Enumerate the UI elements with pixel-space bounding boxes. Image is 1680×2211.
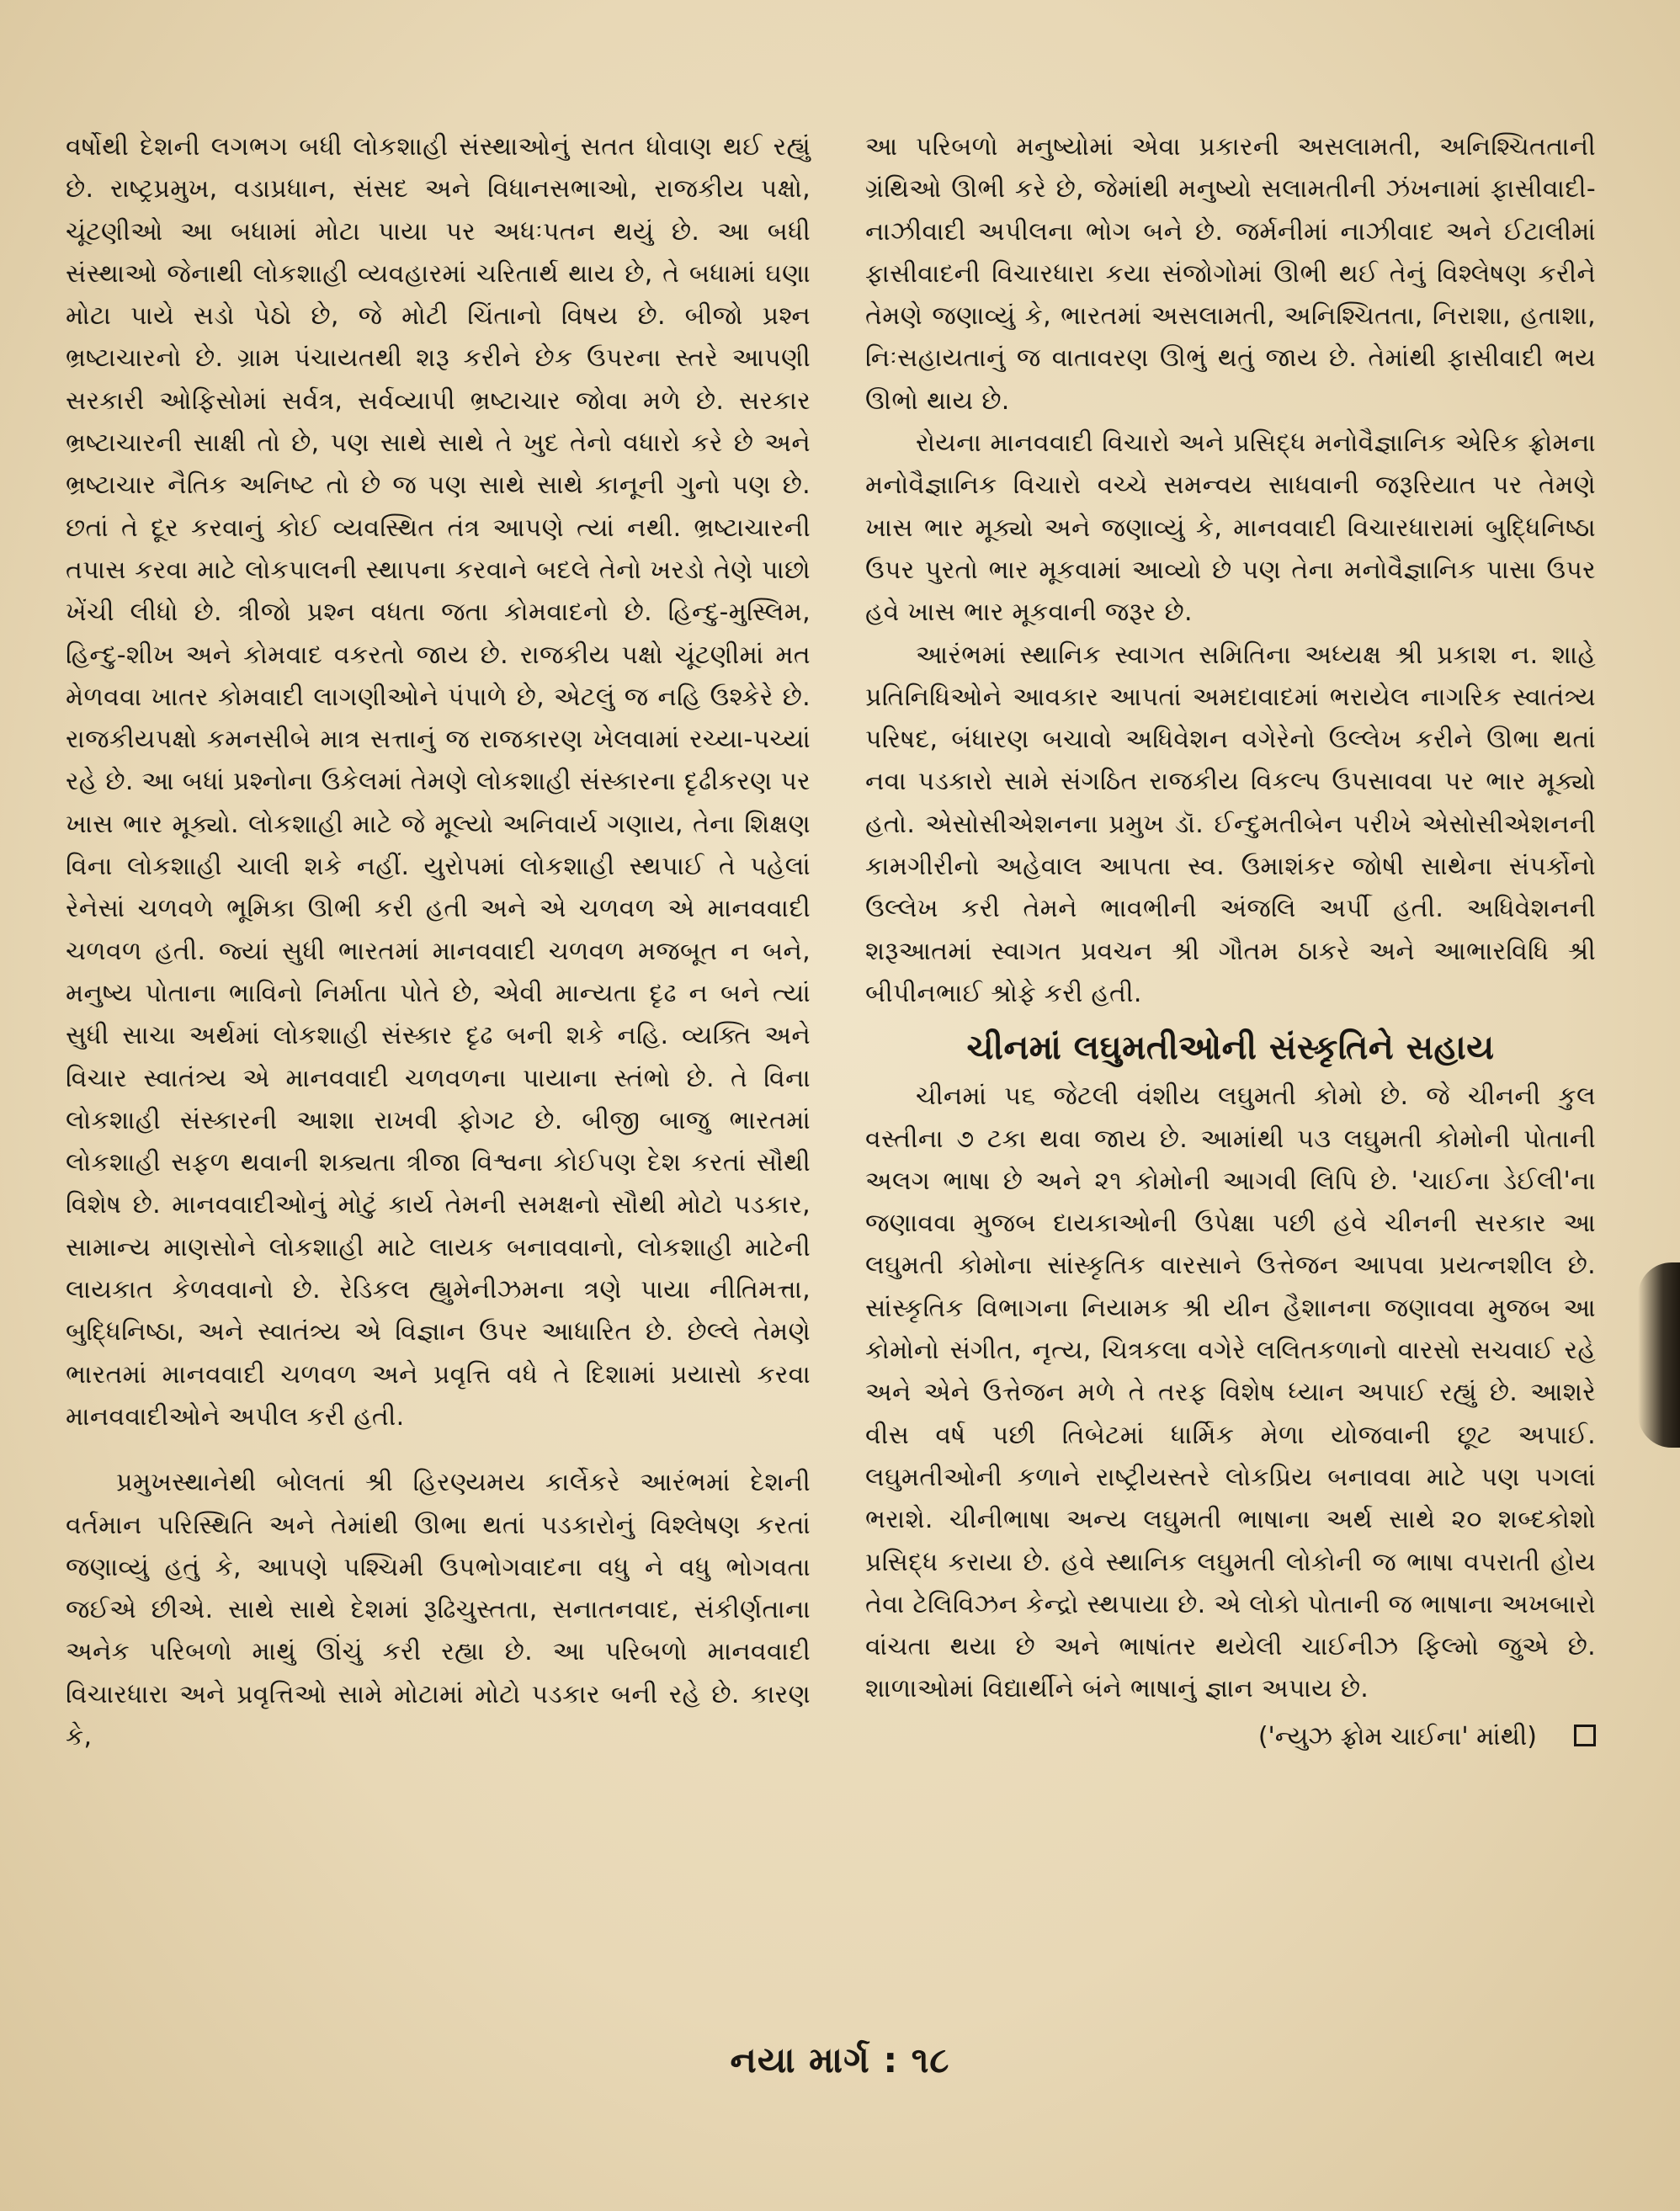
- right-paragraph-4: ચીનમાં ૫૬ જેટલી વંશીય લઘુમતી કોમો છે. જે ચીનની કુલ વસ્તીના ૭ ટકા થવા જાય છે. આમાંથી ૫૩ લઘુમતી કોમોની પોતાની અલગ ભાષા છે અને ૨૧ કોમોની આગવી લિપિ છે. 'ચાઈના ડેઈલી'ના જણાવવા મુજબ દાયકાઓની ઉપેક્ષા પછી હવે ચીનની સરકાર આ લઘુમતી કોમોના સાંસ્કૃતિક વારસાને ઉત્તેજન આપવા પ્રયત્નશીલ છે. સાંસ્કૃતિક વિભાગના નિયામક શ્રી યીન હૈશાનના જણાવવા મુજબ આ કોમોનો સંગીત, નૃત્ય, ચિત્રકલા વગેરે લલિતકળાનો વારસો સચવાઈ રહે અને એને ઉત્તેજન મળે તે તરફ વિશેષ ધ્યાન અપાઈ રહ્યું છે. આશરે વીસ વર્ષ પછી તિબેટમાં ધાર્મિક મેળા યોજવાની છૂટ અપાઈ. લઘુમતીઓની કળાને રાષ્ટ્રીયસ્તરે લોકપ્રિય બનાવવા માટે પણ પગલાં ભરાશે. ચીનીભાષા અન્ય લઘુમતી ભાષાના અર્થ સાથે ૨૦ શબ્દકોશો પ્રસિદ્ધ કરાયા છે. હવે સ્થાનિક લઘુમતી લોકોની જ ભાષા વપરાતી હોય તેવા ટેલિવિઝન કેન્દ્રો સ્થપાયા છે. એ લોકો પોતાની જ ભાષાના અખબારો વાંચતા થયા છે અને ભાષાંતર થયેલી ચાઈનીઝ ફિલ્મો જુએ છે. શાળાઓમાં વિદ્યાર્થીને બંને ભાષાનું જ્ઞાન અપાય છે.: [865, 1082, 1596, 1704]
- source-credit: [865, 1716, 1596, 1758]
- end-mark-icon: [1574, 1725, 1596, 1746]
- page-footer: નયા માર્ગ : ૧૮: [730, 2039, 950, 2081]
- source-credit-text: ('ન્યુઝ ફ્રોમ ચાઈના' માંથી): [1257, 1721, 1537, 1751]
- right-paragraph-3: આરંભમાં સ્થાનિક સ્વાગત સમિતિના અધ્યક્ષ શ્રી પ્રકાશ ન. શાહે પ્રતિનિધિઓને આવકાર આપતાં અમદાવાદમાં ભરાયેલ નાગરિક સ્વાતંત્ર્ય પરિષદ, બંધારણ બચાવો અધિવેશન વગેરેનો ઉલ્લેખ કરીને ઊભા થતાં નવા પડકારો સામે સંગઠિત રાજકીય વિકલ્પ ઉપસાવવા પર ભાર મૂક્યો હતો. એસોસીએશનના પ્રમુખ ડૉ. ઈન્દુમતીબેન પરીખે એસોસીએશનની કામગીરીનો અહેવાલ આપતા સ્વ. ઉમાશંકર જોષી સાથેના સંપર્કોનો ઉલ્લેખ કરી તેમને ભાવભીની અંજલિ અર્પી હતી. અધિવેશનની શરૂઆતમાં સ્વાગત પ્રવચન શ્રી ગૌતમ ઠાકરે અને આભારવિધિ શ્રી બીપીનભાઈ શ્રોફે કરી હતી.: [865, 640, 1596, 1008]
- right-paragraph-1: આ પરિબળો મનુષ્યોમાં એવા પ્રકારની અસલામતી, અનિશ્ચિતતાની ગ્રંથિઓ ઊભી કરે છે, જેમાંથી મનુષ્યો સલામતીની ઝંખનામાં ફાસીવાદી-નાઝીવાદી અપીલના ભોગ બને છે. જર્મનીમાં નાઝીવાદ અને ઈટાલીમાં ફાસીવાદની વિચારધારા કયા સંજોગોમાં ઊભી થઈ તેનું વિશ્લેષણ કરીને તેમણે જણાવ્યું કે, ભારતમાં અસલામતી, અનિશ્ચિતતા, નિરાશા, હતાશા, નિઃસહાયતાનું જ વાતાવરણ ઊભું થતું જાય છે. તેમાંથી ફાસીવાદી ભય ઊભો થાય છે.: [865, 132, 1596, 416]
- right-column: [865, 126, 1596, 1758]
- left-paragraph-1: વર્ષોથી દેશની લગભગ બધી લોકશાહી સંસ્થાઓનું સતત ધોવાણ થઈ રહ્યું છે. રાષ્ટ્રપ્રમુખ, વડાપ્રધાન, સંસદ અને વિધાનસભાઓ, રાજકીય પક્ષો, ચૂંટણીઓ આ બધામાં મોટા પાયા પર અધઃપતન થયું છે. આ બધી સંસ્થાઓ જેનાથી લોકશાહી વ્યવહારમાં ચરિતાર્થ થાય છે, તે બધામાં ઘણા મોટા પાયે સડો પેઠો છે, જે મોટી ચિંતાનો વિષય છે. બીજો પ્રશ્ન ભ્રષ્ટાચારનો છે. ગ્રામ પંચાયતથી શરૂ કરીને છેક ઉપરના સ્તરે આપણી સરકારી ઓફિસોમાં સર્વત્ર, સર્વવ્યાપી ભ્રષ્ટાચાર જોવા મળે છે. સરકાર ભ્રષ્ટાચારની સાક્ષી તો છે, પણ સાથે સાથે તે ખુદ તેનો વધારો કરે છે અને ભ્રષ્ટાચાર નૈતિક અનિષ્ટ તો છે જ પણ સાથે સાથે કાનૂની ગુનો પણ છે. છતાં તે દૂર કરવાનું કોઈ વ્યવસ્થિત તંત્ર આપણે ત્યાં નથી. ભ્રષ્ટાચારની તપાસ કરવા માટે લોકપાલની સ્થાપના કરવાને બદલે તેનો ખરડો તેણે પાછો ખેંચી લીધો છે. ત્રીજો પ્રશ્ન વધતા જતા કોમવાદનો છે. હિન્દુ-મુસ્લિમ, હિન્દુ-શીખ અને કોમવાદ વકરતો જાય છે. રાજકીય પક્ષો ચૂંટણીમાં મત મેળવવા ખાતર કોમવાદી લાગણીઓને પંપાળે છે, એટલું જ નહિ ઉશ્કેરે છે. રાજકીયપક્ષો કમનસીબે માત્ર સત્તાનું જ રાજકારણ ખેલવામાં રચ્યા-પચ્યાં રહે છે. આ બધાં પ્રશ્નોના ઉકેલમાં તેમણે લોકશાહી સંસ્કારના દૃઢીકરણ પર ખાસ ભાર મૂક્યો. લોકશાહી માટે જે મૂલ્યો અનિવાર્ય ગણાય, તેના શિક્ષણ વિના લોકશાહી ચાલી શકે નહીં. યુરોપમાં લોકશાહી સ્થપાઈ તે પહેલાં રેનેસાં ચળવળે ભૂમિકા ઊભી કરી હતી અને એ ચળવળ એ માનવવાદી ચળવળ હતી. જ્યાં સુધી ભારતમાં માનવવાદી ચળવળ મજબૂત ન બને, મનુષ્ય પોતાના ભાવિનો નિર્માતા પોતે છે, એવી માન્યતા દૃઢ ન બને ત્યાં સુધી સાચા અર્થમાં લોકશાહી સંસ્કાર દૃઢ બની શકે નહિ. વ્યક્તિ અને વિચાર સ્વાતંત્ર્ય એ માનવવાદી ચળવળના પાયાના સ્તંભો છે. તે વિના લોકશાહી સંસ્કારની આશા રાખવી ફોગટ છે. બીજી બાજુ ભારતમાં લોકશાહી સફળ થવાની શક્યતા ત્રીજા વિશ્વના કોઈપણ દેશ કરતાં સૌથી વિશેષ છે. માનવવાદીઓનું મોટું કાર્ય તેમની સમક્ષનો સૌથી મોટો પડકાર, સામાન્ય માણસોને લોકશાહી માટે લાયક બનાવવાનો, લોકશાહી માટેની લાયકાત કેળવવાનો છે. રેડિકલ હ્યુમેનીઝમના ત્રણે પાયા નીતિમત્તા, બુદ્ધિનિષ્ઠા, અને સ્વાતંત્ર્ય એ વિજ્ઞાન ઉપર આધારિત છે. છેલ્લે તેમણે ભારતમાં માનવવાદી ચળવળ અને પ્રવૃત્તિ વધે તે દિશામાં પ્રયાસો કરવા માનવવાદીઓને અપીલ કરી હતી.: [66, 132, 811, 1432]
- page-edge-shadow: [1638, 1262, 1680, 1448]
- left-paragraph-2: પ્રમુખસ્થાનેથી બોલતાં શ્રી હિરણ્યમય કાર્લેકરે આરંભમાં દેશની વર્તમાન પરિસ્થિતિ અને તેમાંથી ઊભા થતાં પડકારોનું વિશ્લેષણ કરતાં જણાવ્યું હતું કે, આપણે પશ્ચિમી ઉપભોગવાદના વધુ ને વધુ ભોગવતા જઈએ છીએ. સાથે સાથે દેશમાં રૂઢિચુસ્તતા, સનાતનવાદ, સંકીર્ણતાના અનેક પરિબળો માથું ઊંચું કરી રહ્યા છે. આ પરિબળો માનવવાદી વિચારધારા અને પ્રવૃત્તિઓ સામે મોટામાં મોટો પડકાર બની રહે છે. કારણ કે,: [66, 1468, 811, 1751]
- left-column: [66, 126, 811, 1758]
- section-heading: ચીનમાં લઘુમતીઓની સંસ્કૃતિને સહાય: [966, 1028, 1495, 1068]
- right-paragraph-2: રોયના માનવવાદી વિચારો અને પ્રસિદ્ધ મનોવૈજ્ઞાનિક એરિક ફ્રોમના મનોવૈજ્ઞાનિક વિચારો વચ્ચે સમન્વય સાધવાની જરૂરિયાત પર તેમણે ખાસ ભાર મૂક્યો અને જણાવ્યું કે, માનવવાદી વિચારધારામાં બુદ્ધિનિષ્ઠા ઉપર પુરતો ભાર મૂકવામાં આવ્યો છે પણ તેના મનોવૈજ્ઞાનિક પાસા ઉપર હવે ખાસ ભાર મૂકવાની જરૂર છે.: [865, 428, 1596, 628]
